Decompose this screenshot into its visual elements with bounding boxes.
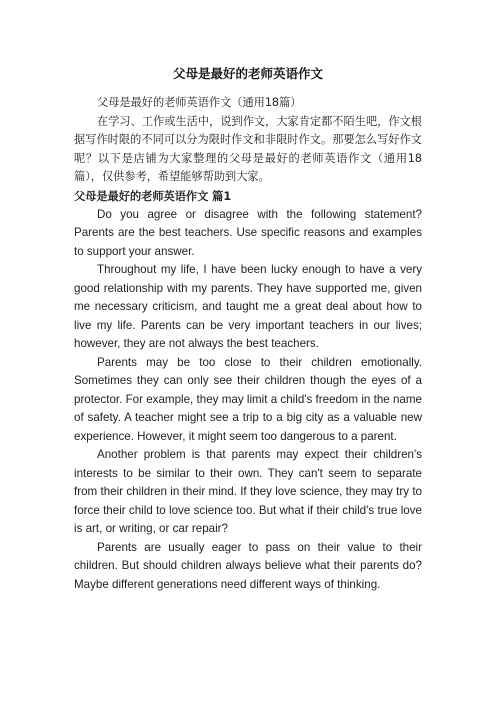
document-title: 父母是最好的老师英语作文: [172, 66, 323, 81]
essay-paragraph: Parents are usually eager to pass on their value to their children. But should children always believe what their parents do? Maybe different generations need different ways of thinking.: [74, 540, 422, 591]
essay-paragraph: Parents may be too close to their children emotionally. Sometimes they can only see their children though the eyes of a protector. For example, they may limit a child's freedom in the name of safety. A teacher might see a trip to a big city as a valuable new experience. However, it might seem too dangerous to a parent.: [74, 355, 422, 443]
section-heading: 父母是最好的老师英语作文 篇1: [74, 189, 232, 203]
essay-paragraph: Another problem is that parents may expect their children's interests to be similar to their own. They can't seem to separate from their children in their mind. If they love science, they may try to force their child to love science too. But what if their child's true love is art, or writing, or car repair?: [74, 448, 422, 535]
essay-paragraph: Throughout my life, I have been lucky enough to have a very good relationship with my parents. They have supported me, given me necessary criticism, and taught me a great deal about how to live my life. Parents can be very important teachers in our lives; however, they are not always the best teachers.: [74, 263, 422, 350]
document-body: [74, 94, 422, 594]
intro-line: 父母是最好的老师英语作文（通用18篇）: [97, 96, 302, 109]
intro-paragraph: 在学习、工作或生活中，说到作文，大家肯定都不陌生吧，作文根据写作时限的不同可以分为限时作文和非限时作文。那要怎么写好作文呢？以下是店铺为大家整理的父母是最好的老师英语作文（通用18篇），仅供参考，希望能够帮助到大家。: [74, 114, 422, 183]
essay-prompt-paragraph: Do you agree or disagree with the following statement? Parents are the best teachers. Use specific reasons and examples to support your answer.: [74, 207, 422, 258]
